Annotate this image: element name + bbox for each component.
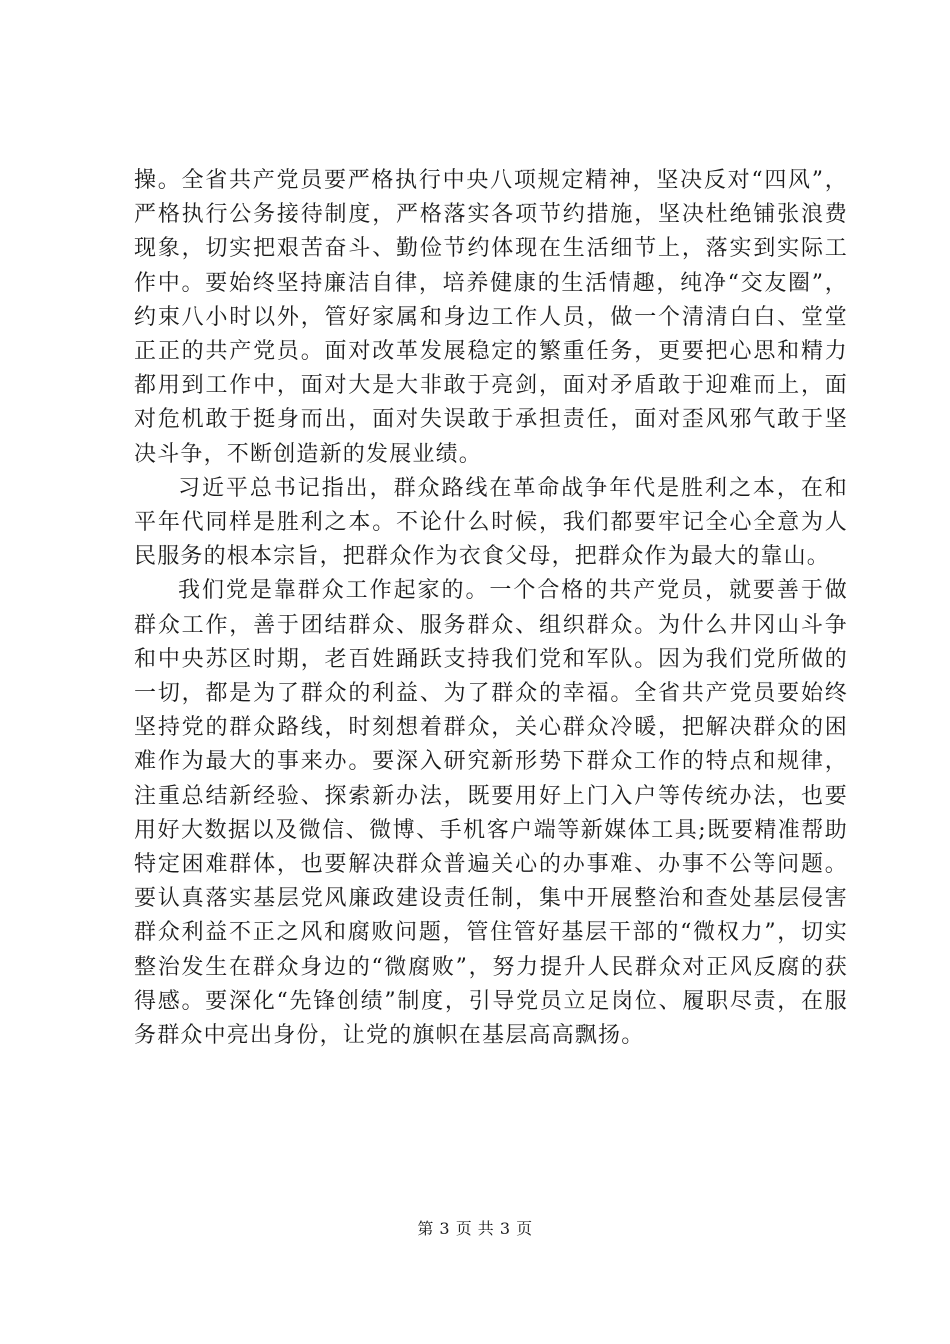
paragraph-2: 习近平总书记指出，群众路线在革命战争年代是胜利之本，在和平年代同样是胜利之本。不论什么时候，我们都要牢记全心全意为人民服务的根本宗旨，把群众作为衣食父母，把群众作为最大的靠山。 [134,475,848,570]
paragraph-3: 我们党是靠群众工作起家的。一个合格的共产党员，就要善于做群众工作，善于团结群众、服务群众、组织群众。为什么井冈山斗争和中央苏区时期，老百姓踊跃支持我们党和军队。因为我们党所做的一切，都是为了群众的利益、为了群众的幸福。全省共产党员要始终坚持党的群众路线，时刻想着群众，关心群众冷暖，把解决群众的困难作为最大的事来办。要深入研究新形势下群众工作的特点和规律，注重总结新经验、探索新办法，既要用好上门入户等传统办法，也要用好大数据以及微信、微博、手机客户端等新媒体工具;既要精准帮助特定困难群体，也要解决群众普遍关心的办事难、办事不公等问题。要认真落实基层党风廉政建设责任制，集中开展整治和查处基层侵害群众利益不正之风和腐败问题，管住管好基层干部的“微权力”，切实整治发生在群众身边的“微腐败”，努力提升人民群众对正风反腐的获得感。要深化“先锋创绩”制度，引导党员立足岗位、履职尽责，在服务群众中亮出身份，让党的旗帜在基层高高飘扬。 [134,578,848,1049]
paragraph-1: 操。全省共产党员要严格执行中央八项规定精神，坚决反对“四风”，严格执行公务接待制度，严格落实各项节约措施，坚决杜绝铺张浪费现象，切实把艰苦奋斗、勤俭节约体现在生活细节上，落实到实际工作中。要始终坚持廉洁自律，培养健康的生活情趣，纯净“交友圈”，约束八小时以外，管好家属和身边工作人员，做一个清清白白、堂堂正正的共产党员。面对改革发展稳定的繁重任务，更要把心思和精力都用到工作中，面对大是大非敢于亮剑，面对矛盾敢于迎难而上，面对危机敢于挺身而出，面对失误敢于承担责任，面对歪风邪气敢于坚决斗争，不断创造新的发展业绩。 [134,168,848,467]
document-body [134,164,848,1053]
page-footer: 第 3 页 共 3 页 [417,1219,533,1238]
